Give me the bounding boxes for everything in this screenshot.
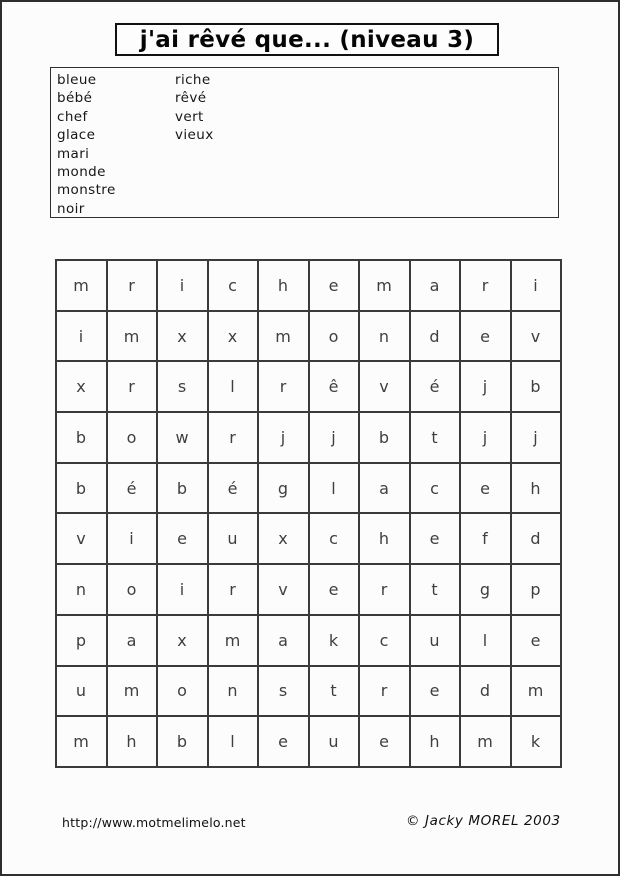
grid-cell: o	[309, 311, 360, 362]
word-item: glace	[57, 127, 96, 144]
grid-cell: v	[511, 311, 562, 362]
grid-cell: b	[56, 463, 107, 514]
grid-cell: m	[208, 615, 259, 666]
grid-cell: l	[208, 716, 259, 767]
grid-cell: é	[208, 463, 259, 514]
grid-cell: u	[208, 513, 259, 564]
grid-cell: m	[107, 311, 158, 362]
word-list-column-2	[175, 71, 214, 145]
grid-cell: m	[359, 260, 410, 311]
grid-cell: m	[258, 311, 309, 362]
word-list-box	[50, 67, 559, 218]
grid-cell: s	[157, 361, 208, 412]
grid-cell: l	[208, 361, 259, 412]
grid-cell: a	[410, 260, 461, 311]
grid-cell: g	[258, 463, 309, 514]
grid-cell: d	[511, 513, 562, 564]
grid-cell: o	[107, 564, 158, 615]
grid-cell: r	[359, 666, 410, 717]
grid-cell: e	[460, 311, 511, 362]
grid-cell: l	[309, 463, 360, 514]
word-item: vert	[175, 108, 204, 125]
grid-cell: u	[309, 716, 360, 767]
grid-cell: j	[460, 361, 511, 412]
letter-grid-body	[56, 260, 561, 767]
grid-cell: f	[460, 513, 511, 564]
footer-url: http://www.motmelimelo.net	[62, 815, 246, 830]
word-item: bébé	[57, 90, 93, 107]
grid-cell: b	[157, 716, 208, 767]
grid-cell: a	[359, 463, 410, 514]
grid-cell: n	[208, 666, 259, 717]
grid-cell: b	[157, 463, 208, 514]
grid-cell: r	[359, 564, 410, 615]
grid-cell: r	[107, 361, 158, 412]
grid-cell: r	[460, 260, 511, 311]
word-list-column-1	[57, 71, 116, 218]
grid-cell: e	[157, 513, 208, 564]
grid-cell: h	[511, 463, 562, 514]
grid-cell: b	[56, 412, 107, 463]
grid-cell: e	[309, 564, 360, 615]
grid-cell: j	[258, 412, 309, 463]
grid-cell: g	[460, 564, 511, 615]
word-item: chef	[57, 108, 88, 125]
grid-cell: t	[410, 412, 461, 463]
grid-cell: i	[56, 311, 107, 362]
grid-cell: d	[410, 311, 461, 362]
word-item: noir	[57, 200, 85, 217]
grid-cell: d	[460, 666, 511, 717]
grid-cell: h	[410, 716, 461, 767]
grid-cell: t	[309, 666, 360, 717]
grid-cell: r	[208, 564, 259, 615]
grid-cell: o	[157, 666, 208, 717]
grid-cell: b	[511, 361, 562, 412]
grid-cell: e	[410, 666, 461, 717]
grid-cell: o	[107, 412, 158, 463]
grid-row	[56, 564, 561, 615]
grid-cell: l	[460, 615, 511, 666]
grid-cell: h	[258, 260, 309, 311]
grid-cell: é	[107, 463, 158, 514]
grid-cell: j	[460, 412, 511, 463]
grid-cell: r	[208, 412, 259, 463]
grid-cell: j	[309, 412, 360, 463]
grid-cell: v	[56, 513, 107, 564]
grid-cell: i	[511, 260, 562, 311]
grid-cell: e	[410, 513, 461, 564]
grid-row	[56, 716, 561, 767]
grid-row	[56, 260, 561, 311]
grid-cell: x	[157, 311, 208, 362]
grid-cell: ê	[309, 361, 360, 412]
word-item: rêvé	[175, 90, 207, 107]
grid-cell: n	[359, 311, 410, 362]
grid-cell: v	[359, 361, 410, 412]
grid-cell: h	[359, 513, 410, 564]
grid-cell: c	[410, 463, 461, 514]
grid-cell: k	[309, 615, 360, 666]
word-item: vieux	[175, 127, 214, 144]
grid-cell: e	[309, 260, 360, 311]
grid-cell: i	[107, 513, 158, 564]
grid-cell: e	[511, 615, 562, 666]
grid-cell: k	[511, 716, 562, 767]
grid-cell: é	[410, 361, 461, 412]
grid-cell: x	[258, 513, 309, 564]
grid-cell: j	[511, 412, 562, 463]
grid-cell: r	[107, 260, 158, 311]
grid-cell: x	[208, 311, 259, 362]
grid-cell: i	[157, 260, 208, 311]
grid-cell: h	[107, 716, 158, 767]
title-box	[115, 23, 499, 56]
grid-row	[56, 513, 561, 564]
grid-cell: m	[511, 666, 562, 717]
letter-grid	[55, 259, 562, 768]
grid-cell: i	[157, 564, 208, 615]
grid-row	[56, 311, 561, 362]
grid-cell: m	[56, 260, 107, 311]
grid-cell: p	[511, 564, 562, 615]
grid-cell: m	[56, 716, 107, 767]
word-item: riche	[175, 72, 211, 88]
grid-cell: a	[107, 615, 158, 666]
page-title: j'ai rêvé que... (niveau 3)	[139, 26, 475, 53]
grid-cell: r	[258, 361, 309, 412]
grid-cell: s	[258, 666, 309, 717]
word-item: monstre	[57, 182, 116, 199]
grid-cell: v	[258, 564, 309, 615]
grid-cell: n	[56, 564, 107, 615]
word-item: mari	[57, 145, 90, 162]
grid-cell: a	[258, 615, 309, 666]
grid-row	[56, 666, 561, 717]
grid-cell: e	[359, 716, 410, 767]
word-item: bleue	[57, 72, 97, 88]
grid-cell: b	[359, 412, 410, 463]
grid-cell: x	[56, 361, 107, 412]
grid-row	[56, 615, 561, 666]
grid-cell: c	[208, 260, 259, 311]
grid-row	[56, 412, 561, 463]
word-item: monde	[57, 163, 106, 180]
grid-row	[56, 361, 561, 412]
grid-cell: m	[460, 716, 511, 767]
footer-copyright: © Jacky MOREL 2003	[406, 813, 561, 829]
grid-cell: m	[107, 666, 158, 717]
grid-cell: c	[309, 513, 360, 564]
grid-row	[56, 463, 561, 514]
grid-cell: p	[56, 615, 107, 666]
grid-cell: u	[56, 666, 107, 717]
grid-cell: e	[258, 716, 309, 767]
grid-cell: u	[410, 615, 461, 666]
grid-cell: t	[410, 564, 461, 615]
grid-cell: e	[460, 463, 511, 514]
grid-cell: w	[157, 412, 208, 463]
grid-cell: c	[359, 615, 410, 666]
grid-cell: x	[157, 615, 208, 666]
